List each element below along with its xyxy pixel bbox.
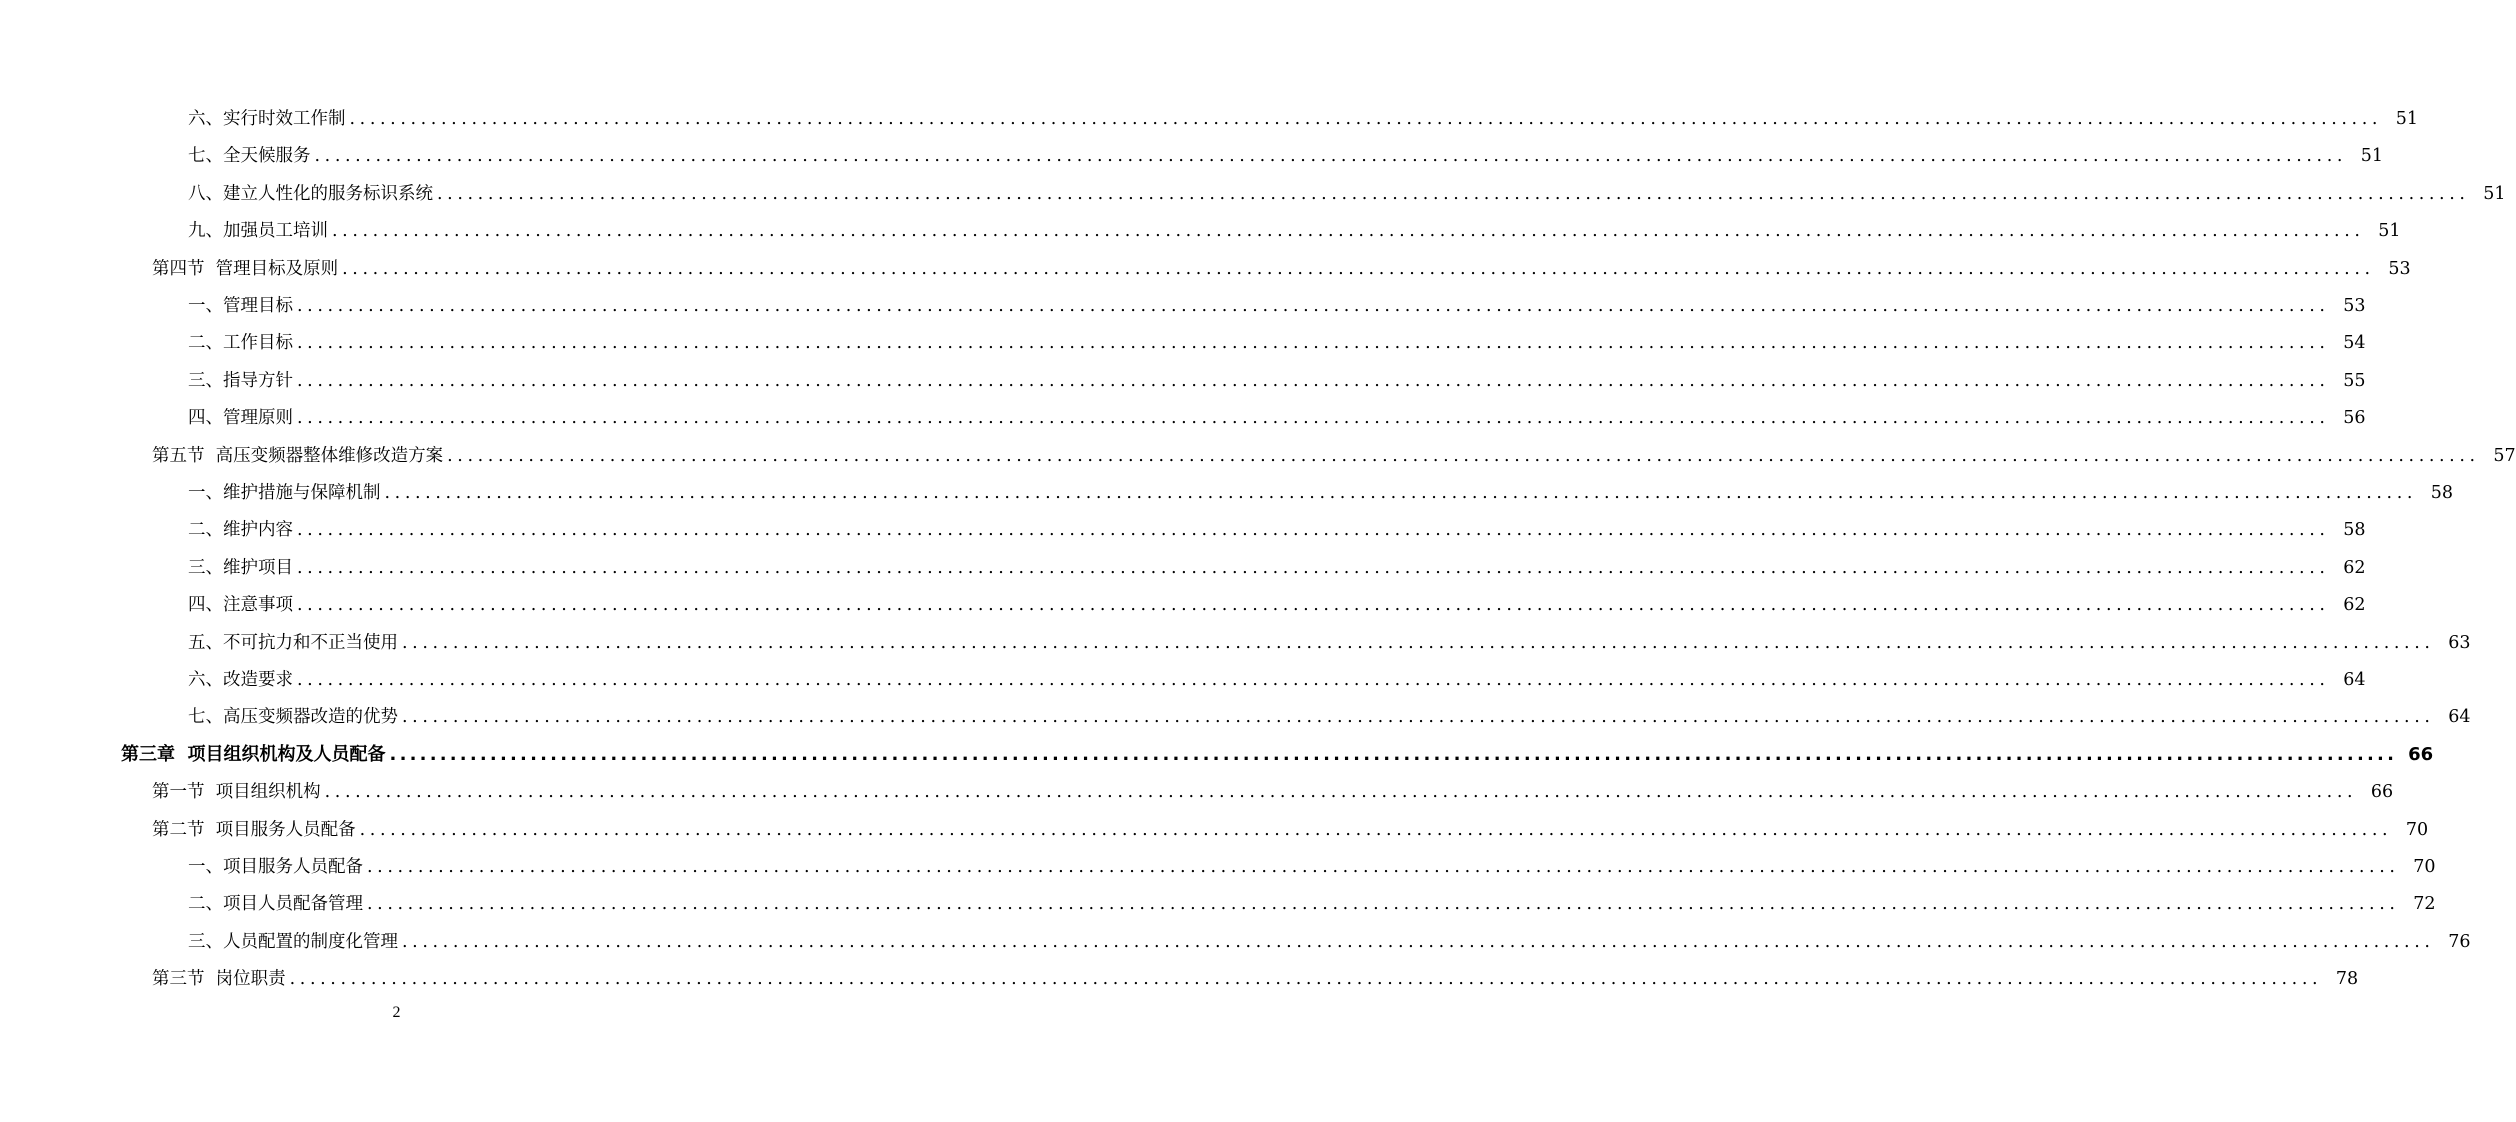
toc-entry-title: 一、项目服务人员配备 [188,857,363,877]
toc-entry[interactable] [0,216,2401,246]
toc-entry[interactable] [0,254,2411,284]
toc-entry-page: 53 [2343,296,2366,316]
toc-entry[interactable] [0,628,2471,658]
toc-entry-title: 一、维护措施与保障机制 [188,483,381,503]
toc-entry-page: 78 [2335,969,2359,990]
toc-entry[interactable] [0,889,2436,919]
toc-entry[interactable] [0,553,2366,583]
toc-leader-dots: ........................................................................................................................................................................................................ [324,782,2358,803]
toc-entry-page: 70 [2405,819,2429,840]
toc-leader-dots: ........................................................................................................................................................................................................ [402,707,2435,728]
toc-leader-dots: ........................................................................................................................................................................................................ [367,857,2400,877]
toc-entry[interactable] [0,328,2366,358]
toc-entry[interactable] [0,852,2436,882]
toc-leader-dots: ........................................................................................................................................................................................................ [402,931,2435,952]
toc-entry[interactable] [0,291,2366,321]
toc-entry-title: 二、维护内容 [188,520,293,541]
toc-leader-dots: ........................................................................................................................................................................................................ [297,520,2330,541]
toc-entry-page: 66 [2370,782,2394,803]
toc-leader-dots: ........................................................................................................................................................................................................ [332,221,2365,242]
toc-entry[interactable] [0,815,2429,845]
toc-entry-title: 七、高压变频器改造的优势 [188,707,398,728]
toc-entry-title: 一、管理目标 [188,296,293,316]
toc-leader-dots: ........................................................................................................................................................................................................ [437,183,2470,204]
toc-entry[interactable] [0,964,2359,994]
toc-entry-page: 72 [2413,894,2436,915]
toc-leader-dots: ........................................................................................................................................................................................................ [402,632,2435,653]
toc-leader-dots: ........................................................................................................................................................................................................ [359,819,2393,840]
toc-entry-title: 第二节 项目服务人员配备 [152,819,356,840]
toc-leader-dots: ........................................................................................................................................................................................................ [297,333,2330,354]
toc-entry-title: 八、建立人性化的服务标识系统 [188,183,433,204]
toc-entry-title: 三、指导方针 [188,370,293,391]
toc-entry[interactable] [0,702,2471,732]
toc-entry-title: 三、人员配置的制度化管理 [188,931,398,952]
toc-entry-title: 六、实行时效工作制 [188,109,346,129]
toc-leader-dots: ........................................................................................................................................................................................................ [289,969,2323,990]
toc-entry-title: 四、管理原则 [188,408,293,429]
toc-entry-page: 63 [2448,632,2471,653]
toc-entry-page: 54 [2343,333,2366,354]
toc-entry-page: 51 [2360,146,2384,167]
toc-entry-page: 51 [2378,221,2401,242]
toc-entry-page: 51 [2395,109,2419,129]
toc-entry[interactable] [0,590,2366,620]
toc-leader-dots: ........................................................................................................................................................................................................ [349,109,2383,129]
toc-leader-dots: ........................................................................................................................................................................................................ [389,743,2398,765]
toc-entry-title: 第五节 高压变频器整体维修改造方案 [152,445,444,466]
toc-entry-title: 七、全天候服务 [188,146,311,167]
toc-leader-dots: ........................................................................................................................................................................................................ [297,557,2330,578]
toc-entry-title: 第四节 管理目标及原则 [152,258,339,279]
toc-leader-dots: ........................................................................................................................................................................................................ [297,595,2330,616]
toc-entry-page: 76 [2448,931,2471,952]
toc-entry-page: 58 [2430,483,2454,503]
toc-entry-page: 58 [2343,520,2366,541]
toc-entry-page: 70 [2413,857,2436,877]
toc-leader-dots: ........................................................................................................................................................................................................ [297,296,2330,316]
toc-entry-title: 第三节 岗位职责 [152,969,286,990]
toc-entry-page: 57 [2493,445,2516,466]
toc-entry-page: 62 [2343,557,2366,578]
toc-entry-title: 二、工作目标 [188,333,293,354]
toc-entry-title: 六、改造要求 [188,670,293,690]
toc-entry-page: 66 [2408,743,2434,765]
toc-leader-dots: ........................................................................................................................................................................................................ [384,483,2418,503]
toc-entry[interactable] [0,441,2516,471]
page-number: 2 [392,1004,401,1021]
toc-leader-dots: ........................................................................................................................................................................................................ [297,370,2330,391]
toc-leader-dots: ........................................................................................................................................................................................................ [447,445,2480,466]
toc-entry-page: 53 [2388,258,2411,279]
toc-entry[interactable] [0,927,2471,957]
toc-entry-page: 51 [2483,183,2506,204]
toc-entry[interactable] [0,179,2506,209]
toc-entry-page: 64 [2448,707,2471,728]
toc-leader-dots: ........................................................................................................................................................................................................ [367,894,2400,915]
toc-entry[interactable] [0,665,2366,695]
toc-entry-title: 第一节 项目组织机构 [152,782,321,803]
toc-entry[interactable] [0,777,2394,807]
toc-entry-title: 九、加强员工培训 [188,221,328,242]
toc-entry-page: 64 [2343,670,2366,690]
toc-entry-title: 四、注意事项 [188,595,293,616]
toc-entry-title: 五、不可抗力和不正当使用 [188,632,398,653]
toc-leader-dots: ........................................................................................................................................................................................................ [342,258,2375,279]
toc-entry[interactable] [0,141,2384,171]
toc-entry-title: 三、维护项目 [188,557,293,578]
toc-leader-dots: ........................................................................................................................................................................................................ [314,146,2348,167]
toc-leader-dots: ........................................................................................................................................................................................................ [297,670,2330,690]
toc-entry[interactable] [0,740,2434,770]
toc-entry[interactable] [0,104,2419,134]
toc-leader-dots: ........................................................................................................................................................................................................ [297,408,2330,429]
toc-entry-page: 62 [2343,595,2366,616]
toc-entry-title: 二、项目人员配备管理 [188,894,363,915]
toc-entry-page: 55 [2343,370,2366,391]
toc-entry-page: 56 [2343,408,2366,429]
toc-entry[interactable] [0,515,2366,545]
toc-entry[interactable] [0,403,2366,433]
toc-entry[interactable] [0,478,2454,508]
toc-entry[interactable] [0,366,2366,396]
toc-entry-title: 第三章 项目组织机构及人员配备 [121,743,386,765]
